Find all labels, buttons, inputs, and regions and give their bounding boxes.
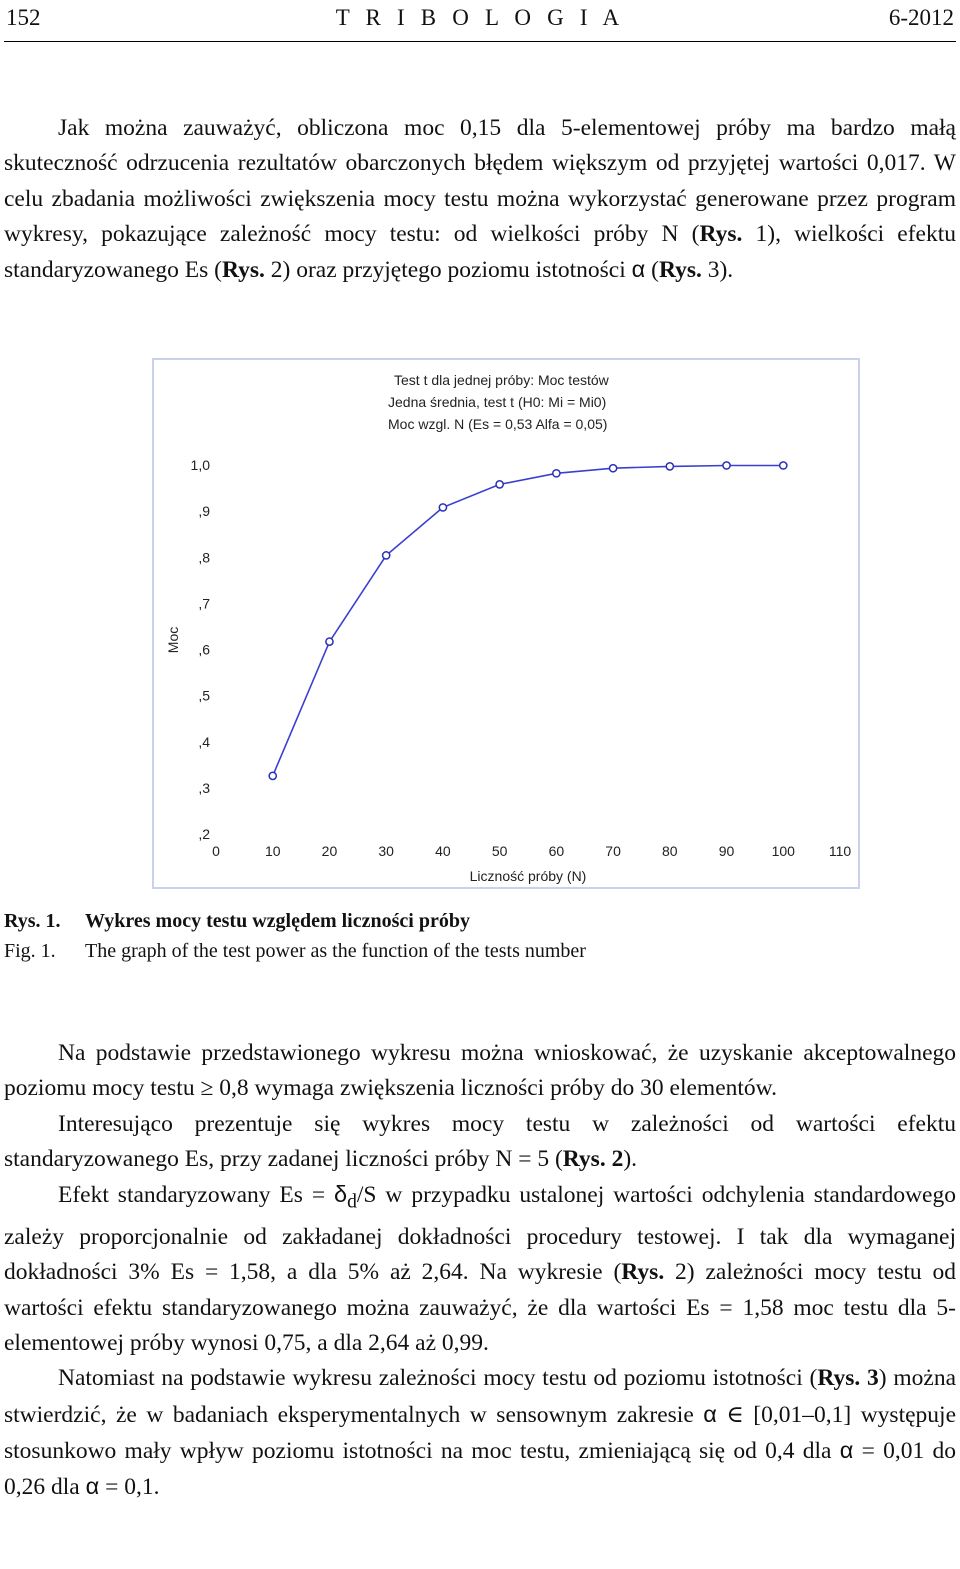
y-tick-label: ,2 — [198, 826, 210, 842]
data-point — [723, 462, 730, 469]
y-tick-labels — [191, 457, 211, 842]
y-tick-label: ,4 — [198, 733, 210, 750]
chart-title-line: Jedna średnia, test t (H0: Mi = Mi0) — [388, 394, 607, 410]
x-tick-label: 100 — [771, 843, 795, 859]
journal-title: T R I B O L O G I A — [335, 5, 625, 30]
issue-number: 6-2012 — [888, 5, 954, 30]
data-point — [326, 638, 333, 645]
paragraph-conclusion: Na podstawie przedstawionego wykresu można wnioskować, że uzyskanie akceptowalnego poziomu mocy testu ≥ 0,8 wymaga zwiększenia liczności próby do 30 elementów. — [4, 1040, 956, 1102]
x-tick-label: 40 — [435, 843, 451, 859]
x-tick-labels — [212, 843, 851, 859]
caption-text: The graph of the test power as the function of the tests number — [85, 940, 586, 962]
alpha-symbol: α — [85, 1473, 100, 1500]
x-tick-label: 60 — [548, 843, 565, 859]
paragraph-intro: Jak można zauważyć, obliczona moc 0,15 dla 5-elementowej próby ma bardzo małą skuteczność odrzucenia rezultatów obarczonych błędem większym od przyjętej wartości 0,017. W celu zbadania możliwości zwiększenia mocy testu można wykorzystać generowane przez program wykresy, pokazujące zależność mocy testu: od wielkości próby N (Rys. 1), wielkości efektu standaryzowanego Es (Rys. 2) oraz przyjętego poziomu istotności α (Rys. 3). — [4, 115, 956, 284]
y-tick-label: ,3 — [198, 779, 210, 796]
figure-caption-english — [4, 937, 586, 965]
x-tick-label: 30 — [378, 843, 394, 859]
alpha-symbol: α — [839, 1436, 854, 1463]
chart-title-line: Moc wzgl. N (Es = 0,53 Alfa = 0,05) — [388, 416, 608, 432]
y-axis-label: Moc — [165, 626, 181, 654]
data-point — [666, 463, 673, 470]
series-line — [273, 466, 784, 776]
x-tick-label: 80 — [662, 843, 678, 859]
data-point — [496, 481, 503, 488]
caption-text: Wykres mocy testu względem liczności próby — [85, 910, 470, 932]
x-tick-label: 10 — [264, 843, 281, 859]
figure-caption-polish — [4, 907, 470, 935]
paragraph-effect-size: Interesująco prezentuje się wykres mocy testu w zależności od wartości efektu standaryzowanego Es, przy zadanej liczności próby N = 5 (Rys. 2). — [4, 1110, 956, 1172]
header-rule — [4, 41, 956, 42]
alpha-symbol: α — [703, 1400, 717, 1427]
figure-reference: Rys. — [658, 257, 702, 284]
figure-reference: Rys. — [221, 257, 265, 284]
data-point — [269, 772, 276, 779]
data-point — [609, 465, 616, 472]
data-point — [439, 504, 446, 511]
paragraph-significance: Natomiast na podstawie wykresu zależności mocy testu od poziomu istotności (Rys. 3) można stwierdzić, że w badaniach eksperymentalnych w sensownym zakresie α ∈ [0,01–0,1] występuje stosunkowo mały wpływ poziomu istotności na moc testu, zmieniającą się od 0,4 dla α = 0,01 do 0,26 dla α = 0,1. — [4, 1365, 957, 1501]
element-of-symbol: ∈ — [726, 1401, 744, 1428]
y-tick-label: 1,0 — [190, 457, 210, 473]
x-axis-label: Liczność próby (N) — [469, 868, 587, 884]
y-tick-label: ,5 — [198, 687, 210, 704]
power-series — [269, 462, 787, 780]
data-point — [383, 552, 390, 559]
y-tick-label: ,9 — [198, 503, 210, 520]
alpha-symbol: α — [631, 256, 646, 283]
caption-number: Fig. 1. — [4, 940, 56, 962]
figure-reference: Rys. — [699, 220, 743, 247]
y-tick-label: ,7 — [198, 595, 210, 612]
y-tick-label: ,6 — [198, 641, 210, 658]
caption-number: Rys. 1. — [4, 910, 61, 932]
y-tick-label: ,8 — [198, 549, 210, 566]
figure-reference: Rys. — [621, 1259, 665, 1286]
power-chart — [154, 360, 858, 887]
data-point — [553, 470, 560, 477]
chart-title-line: Test t dla jednej próby: Moc testów — [394, 372, 609, 388]
x-tick-label: 110 — [828, 843, 852, 859]
running-header — [4, 0, 956, 40]
delta-symbol: δ — [334, 1181, 348, 1208]
paragraph-standardized-effect: Efekt standaryzowany $Es = \delta_d/S$ w przypadku ustalonej wartości odchylenia standardowego zależy proporcjonalnie od zakładanej dokładności procedury testowej. I tak dla wymaganej dokładności 3% Es = 1,58, a dla 5% aż 2,64. Na wykresie (Rys. 2) zależności mocy testu od wartości efektu standaryzowanego można zauważyć, że dla wartości Es = 1,58 moc testu dla 5-elementowej próby wynosi 0,75, a dla 2,64 aż 0,99. — [4, 1181, 956, 1357]
data-point — [780, 462, 787, 469]
figure-reference: Rys. 2 — [562, 1145, 624, 1172]
x-tick-label: 50 — [491, 843, 508, 859]
greater-equal-symbol: ≥ — [200, 1075, 214, 1102]
figure-power-vs-sample-size — [152, 358, 860, 889]
figure-reference: Rys. 3 — [817, 1365, 879, 1392]
x-tick-label: 90 — [718, 843, 735, 859]
x-tick-label: 70 — [605, 843, 621, 859]
page-number: 152 — [6, 5, 41, 30]
body-text — [4, 1036, 956, 1506]
x-tick-label: 0 — [212, 843, 220, 859]
delta-subscript: d — [347, 1191, 357, 1213]
x-tick-label: 20 — [321, 843, 338, 859]
